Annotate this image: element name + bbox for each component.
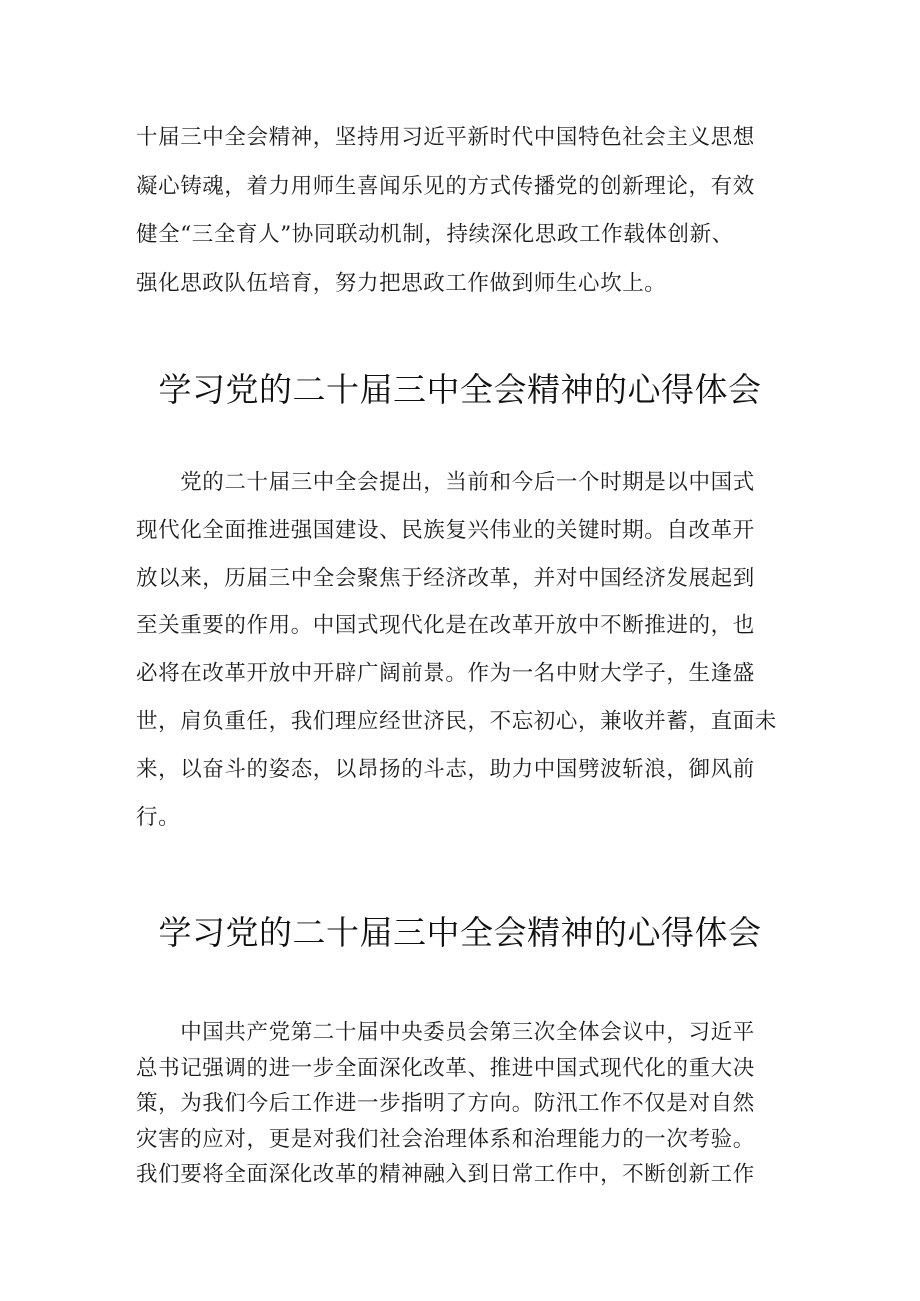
paragraph-line: 放以来，历届三中全会聚焦于经济改革，并对中国经济发展起到 (136, 565, 755, 591)
paragraph-line: 灾害的应对，更是对我们社会治理体系和治理能力的一次考验。 (136, 1126, 755, 1152)
paragraph-line: 党的二十届三中全会提出，当前和今后一个时期是以中国式 (136, 470, 755, 495)
section-2-title: 学习党的二十届三中全会精神的心得体会 (158, 913, 762, 952)
section-2-paragraph (136, 1015, 796, 1193)
paragraph-line: 现代化全面推进强国建设、民族复兴伟业的关键时期。自改革开 (136, 517, 755, 543)
paragraph-line: 至关重要的作用。中国式现代化是在改革开放中不断推进的，也 (136, 613, 755, 639)
paragraph-line: 我们要将全面深化改革的精神融入到日常工作中，不断创新工作 (136, 1162, 755, 1188)
section-1-paragraph (136, 459, 796, 841)
paragraph-line: 行。 (136, 804, 181, 830)
paragraph-line: 中国共产党第二十届中央委员会第三次全体会议中，习近平 (136, 1020, 755, 1045)
paragraph-line: 来，以奋斗的姿态，以昂扬的斗志，助力中国劈波斩浪，御风前 (136, 756, 755, 782)
paragraph-line: 健全“三全育人”协同联动机制，持续深化思政工作载体创新、 (136, 222, 734, 247)
paragraph-line: 世，肩负重任，我们理应经世济民，不忘初心，兼收并蓄，直面未 (136, 708, 777, 734)
paragraph-line: 凝心铸魂，着力用师生喜闻乐见的方式传播党的创新理论，有效 (136, 173, 755, 199)
paragraph-line: 策，为我们今后工作进一步指明了方向。防汛工作不仅是对自然 (136, 1091, 755, 1117)
paragraph-line: 强化思政队伍培育，努力把思政工作做到师生心坎上。 (136, 270, 667, 296)
paragraph-line: 十届三中全会精神，坚持用习近平新时代中国特色社会主义思想 (136, 125, 755, 150)
intro-paragraph (136, 114, 796, 308)
section-1-title: 学习党的二十届三中全会精神的心得体会 (158, 370, 762, 409)
paragraph-line: 必将在改革开放中开辟广阔前景。作为一名中财大学子，生逢盛 (136, 661, 755, 687)
paragraph-line: 总书记强调的进一步全面深化改革、推进中国式现代化的重大决 (136, 1055, 755, 1081)
